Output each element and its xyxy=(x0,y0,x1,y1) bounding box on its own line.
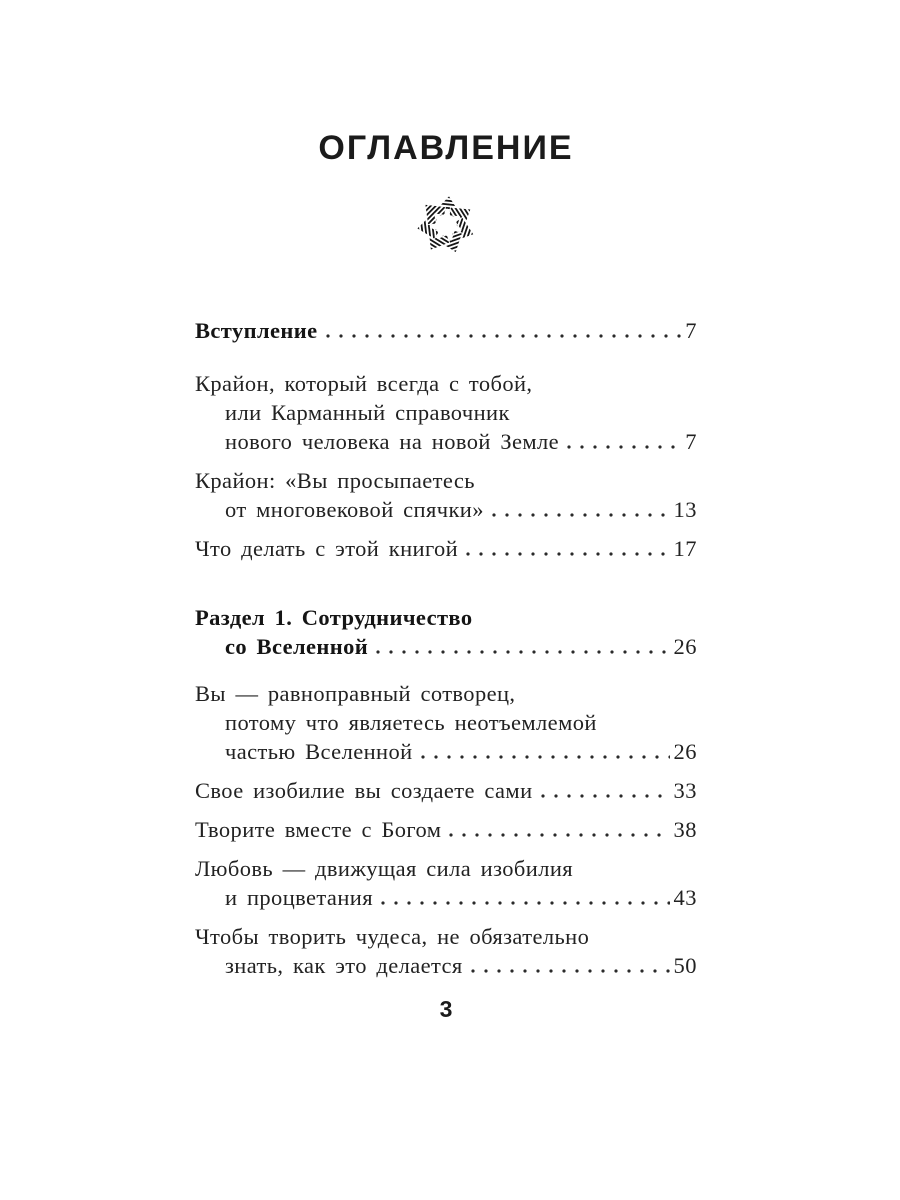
page-folio-number: 3 xyxy=(439,996,453,1022)
toc-page-number: 26 xyxy=(673,739,697,764)
toc-line: или Карманный справочник xyxy=(225,400,510,425)
toc-line xyxy=(195,815,697,844)
toc-line: потому что являетесь неотъемлемой xyxy=(225,710,597,735)
dot-leader xyxy=(376,650,669,654)
toc-entry-title: Творите вместе с Богом xyxy=(195,817,442,842)
dot-leader xyxy=(449,833,669,837)
toc-entry xyxy=(195,854,697,912)
toc-page-number: 26 xyxy=(673,634,697,659)
toc-page-number: 7 xyxy=(685,429,697,454)
toc-entry xyxy=(195,534,697,563)
toc-entry xyxy=(195,316,697,345)
content-column xyxy=(195,0,697,1023)
toc-entry xyxy=(195,776,697,805)
toc-line xyxy=(195,776,697,805)
toc-line xyxy=(195,632,697,661)
toc-line: Любовь — движущая сила изобилия xyxy=(195,856,574,881)
toc-page-number: 43 xyxy=(673,885,697,910)
dot-leader xyxy=(471,969,670,973)
toc-entry xyxy=(195,922,697,980)
toc-line: Крайон: «Вы просыпаетесь xyxy=(195,468,475,493)
toc-entry-title: знать, как это делается xyxy=(225,953,463,978)
toc-entry-title: частью Вселенной xyxy=(225,739,413,764)
page-title: ОГЛАВЛЕНИЕ xyxy=(318,129,574,167)
toc-entry xyxy=(195,815,697,844)
toc-entry-title: и процветания xyxy=(225,885,373,910)
toc-line xyxy=(195,316,697,345)
toc-page-number: 50 xyxy=(673,953,697,978)
toc-entry xyxy=(195,369,697,456)
toc-entry-title: со Вселенной xyxy=(225,634,369,659)
star-ornament-icon xyxy=(409,186,483,264)
toc-page-number: 38 xyxy=(673,817,697,842)
toc-line: Вы — равноправный сотворец, xyxy=(195,681,516,706)
toc-entry-title: от многовековой спячки» xyxy=(225,497,484,522)
toc-line: Крайон, который всегда с тобой, xyxy=(195,371,533,396)
toc-page-number: 13 xyxy=(673,497,697,522)
toc-entry-title: Что делать с этой книгой xyxy=(195,536,459,561)
toc-section-header xyxy=(195,603,697,661)
toc-entry xyxy=(195,466,697,524)
toc-page-number: 17 xyxy=(673,536,697,561)
toc-entry-title: Вступление xyxy=(195,318,318,343)
toc-line xyxy=(195,534,697,563)
dot-leader xyxy=(326,334,682,338)
toc-line xyxy=(195,737,697,766)
dot-leader xyxy=(381,901,670,905)
toc-entry-title: Свое изобилие вы создаете сами xyxy=(195,778,533,803)
toc-line: Раздел 1. Сотрудничество xyxy=(195,605,473,630)
toc-page-number: 33 xyxy=(673,778,697,803)
toc-line: Чтобы творить чудеса, не обязательно xyxy=(195,924,590,949)
toc-line xyxy=(195,883,697,912)
toc-line xyxy=(195,495,697,524)
dot-leader xyxy=(466,552,669,556)
dot-leader xyxy=(567,445,681,449)
toc-line xyxy=(195,951,697,980)
toc-entry-title: нового человека на новой Земле xyxy=(225,429,560,454)
dot-leader xyxy=(541,794,670,798)
dot-leader xyxy=(421,755,670,759)
toc-page-number: 7 xyxy=(685,318,697,343)
toc-entry xyxy=(195,679,697,766)
toc-line xyxy=(195,427,697,456)
dot-leader xyxy=(492,513,670,517)
toc-list xyxy=(195,316,697,980)
